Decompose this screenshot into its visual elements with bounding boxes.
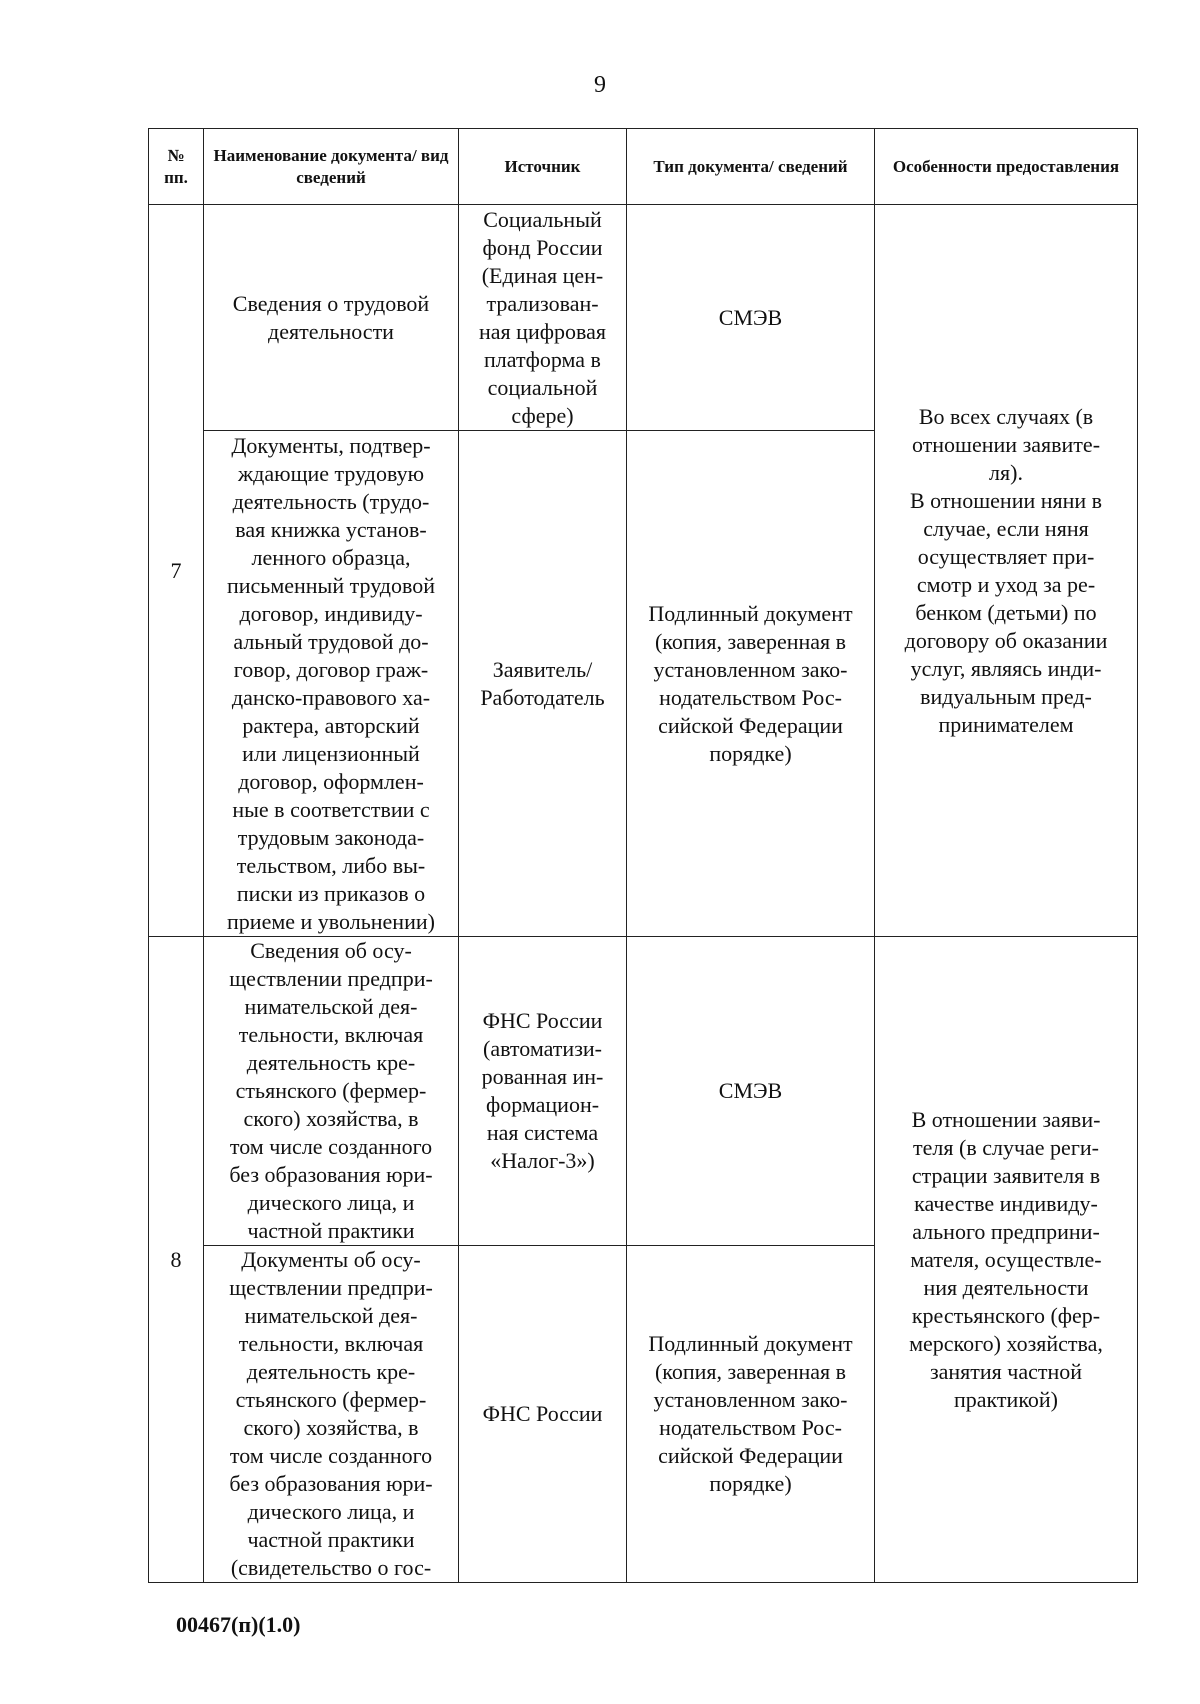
document-name-cell: Сведения о трудовой деятельности bbox=[204, 205, 459, 431]
document-type-cell: Подлинный документ (копия, заверенная в установленном зако- нодательством Рос- сийской Федерации порядке) bbox=[627, 1246, 875, 1583]
source-cell: ФНС России bbox=[459, 1246, 627, 1583]
features-cell: В отношении заяви- теля (в случае реги- страции заявителя в качестве индивиду- ального предприни- мателя, осуществле- ния деятельности крестьянского (фер- мерского) хозяйства, занятия частной практикой) bbox=[875, 937, 1138, 1583]
header-number: № пп. bbox=[149, 129, 204, 205]
features-cell: Во всех случаях (в отношении заявите- ля). В отношении няни в случае, если няня осуществляет при- смотр и уход за ре- бенком (детьми) по договору об оказании услуг, являясь инди- видуальным пред- принимателем bbox=[875, 205, 1138, 937]
source-cell: ФНС России (автоматизи- рованная ин- формацион- ная система «Налог-3») bbox=[459, 937, 627, 1246]
documents-table bbox=[148, 128, 1138, 1583]
row-number: 7 bbox=[149, 205, 204, 937]
document-name-cell: Сведения об осу- ществлении предпри- нимательской дея- тельности, включая деятельность кре- стьянского (фермер- ского) хозяйства, в том числе созданного без образования юри- дического лица, и частной практики bbox=[204, 937, 459, 1246]
header-features: Особенности предоставления bbox=[875, 129, 1138, 205]
row-number: 8 bbox=[149, 937, 204, 1583]
header-source: Источник bbox=[459, 129, 627, 205]
document-type-cell: Подлинный документ (копия, заверенная в установленном зако- нодательством Рос- сийской Федерации порядке) bbox=[627, 431, 875, 937]
source-cell: Социальный фонд России (Единая цен- трализован- ная цифровая платформа в социальной сфере) bbox=[459, 205, 627, 431]
document-type-cell: СМЭВ bbox=[627, 937, 875, 1246]
document-code: 00467(п)(1.0) bbox=[176, 1612, 301, 1637]
header-document-type: Тип документа/ сведений bbox=[627, 129, 875, 205]
page-number: 9 bbox=[594, 72, 606, 98]
document-name-cell: Документы об осу- ществлении предпри- нимательской дея- тельности, включая деятельность кре- стьянского (фермер- ского) хозяйства, в том числе созданного без образования юри- дического лица, и частной практики (свидетельство о гос- bbox=[204, 1246, 459, 1583]
table-row bbox=[149, 205, 1138, 431]
document-name-cell: Документы, подтвер- ждающие трудовую деятельность (трудо- вая книжка установ- ленного образца, письменный трудовой договор, индивиду- альный трудовой до- говор, договор граж- данско-правового ха- рактера, авторский или лицензионный договор, оформлен- ные в соответствии с трудовым законода- тельством, либо вы- писки из приказов о приеме и увольнении) bbox=[204, 431, 459, 937]
table-row bbox=[149, 937, 1138, 1246]
header-document-name: Наименование документа/ вид сведений bbox=[204, 129, 459, 205]
document-type-cell: СМЭВ bbox=[627, 205, 875, 431]
table-header-row bbox=[149, 129, 1138, 205]
source-cell: Заявитель/ Работодатель bbox=[459, 431, 627, 937]
